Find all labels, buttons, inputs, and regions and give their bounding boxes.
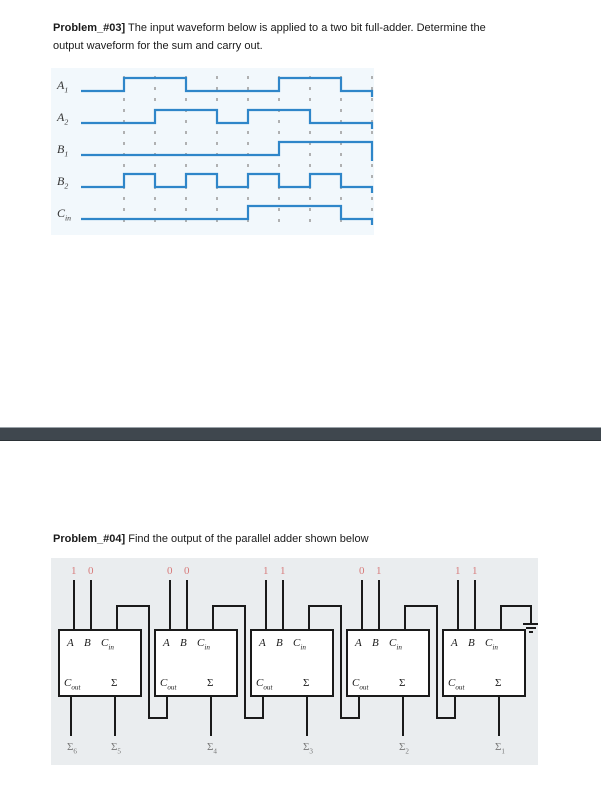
sum-output-label: $\Sigma_2$: [399, 741, 409, 756]
problem-4-number: Problem_#04]: [53, 533, 126, 545]
sum-output-label: $\Sigma_4$: [207, 741, 217, 756]
block-label-sum: Σ: [303, 677, 310, 689]
input-b-digit: 1: [376, 565, 382, 577]
input-a-digit: 1: [455, 565, 461, 577]
block-label-b: B: [372, 637, 379, 649]
sum-output-label: $\Sigma_1$: [495, 741, 505, 756]
signal-label: $A_1$: [57, 78, 69, 95]
signal-waveform: [81, 78, 372, 97]
sum-output-label: $\Sigma_3$: [303, 741, 313, 756]
parallel-adder-diagram: [51, 558, 538, 765]
ground-wire: [501, 606, 531, 630]
block-label-sum: Σ: [111, 677, 118, 689]
block-label-cin: $C_{in}$: [197, 637, 210, 652]
block-label-cin: $C_{in}$: [101, 637, 114, 652]
input-a-digit: 0: [167, 565, 173, 577]
block-label-cout: $C_{out}$: [64, 677, 81, 692]
block-label-b: B: [468, 637, 475, 649]
problem-3-number: Problem_#03]: [53, 22, 126, 34]
problem-3-line1: The input waveform below is applied to a two bit full-adder. Determine the: [128, 22, 486, 34]
waveform-diagram: [51, 68, 374, 235]
block-label-a: A: [67, 637, 74, 649]
block-label-b: B: [180, 637, 187, 649]
block-label-a: A: [163, 637, 170, 649]
block-label-cin: $C_{in}$: [485, 637, 498, 652]
problem-4-line: Find the output of the parallel adder shown below: [128, 533, 369, 545]
input-b-digit: 0: [88, 565, 94, 577]
problem-3-text: [53, 19, 573, 55]
problem-4-text: [53, 530, 573, 548]
sum-output-label: $\Sigma_6$: [67, 741, 77, 756]
block-label-cin: $C_{in}$: [389, 637, 402, 652]
block-label-a: A: [259, 637, 266, 649]
block-label-cout: $C_{out}$: [352, 677, 369, 692]
input-a-digit: 1: [71, 565, 77, 577]
block-label-cout: $C_{out}$: [160, 677, 177, 692]
input-b-digit: 1: [472, 565, 478, 577]
signal-waveform: [81, 110, 372, 129]
signal-label: $A_2$: [57, 110, 69, 127]
sum-output-label: $\Sigma_5$: [111, 741, 121, 756]
waveform-figure: [51, 68, 374, 235]
block-label-sum: Σ: [207, 677, 214, 689]
problem-3-line2: output waveform for the sum and carry out.: [53, 40, 263, 52]
block-label-b: B: [84, 637, 91, 649]
input-a-digit: 0: [359, 565, 365, 577]
input-b-digit: 1: [280, 565, 286, 577]
block-label-sum: Σ: [495, 677, 502, 689]
input-b-digit: 0: [184, 565, 190, 577]
signal-label: $B_1$: [57, 142, 69, 159]
block-label-cout: $C_{out}$: [256, 677, 273, 692]
block-label-a: A: [451, 637, 458, 649]
block-label-sum: Σ: [399, 677, 406, 689]
block-label-a: A: [355, 637, 362, 649]
signal-waveform: [81, 174, 372, 193]
signal-label: $B_2$: [57, 174, 69, 191]
block-label-b: B: [276, 637, 283, 649]
signal-label: $C_{in}$: [57, 206, 72, 223]
input-a-digit: 1: [263, 565, 269, 577]
parallel-adder-figure: [51, 558, 538, 765]
block-label-cin: $C_{in}$: [293, 637, 306, 652]
block-label-cout: $C_{out}$: [448, 677, 465, 692]
section-separator: [0, 427, 601, 441]
